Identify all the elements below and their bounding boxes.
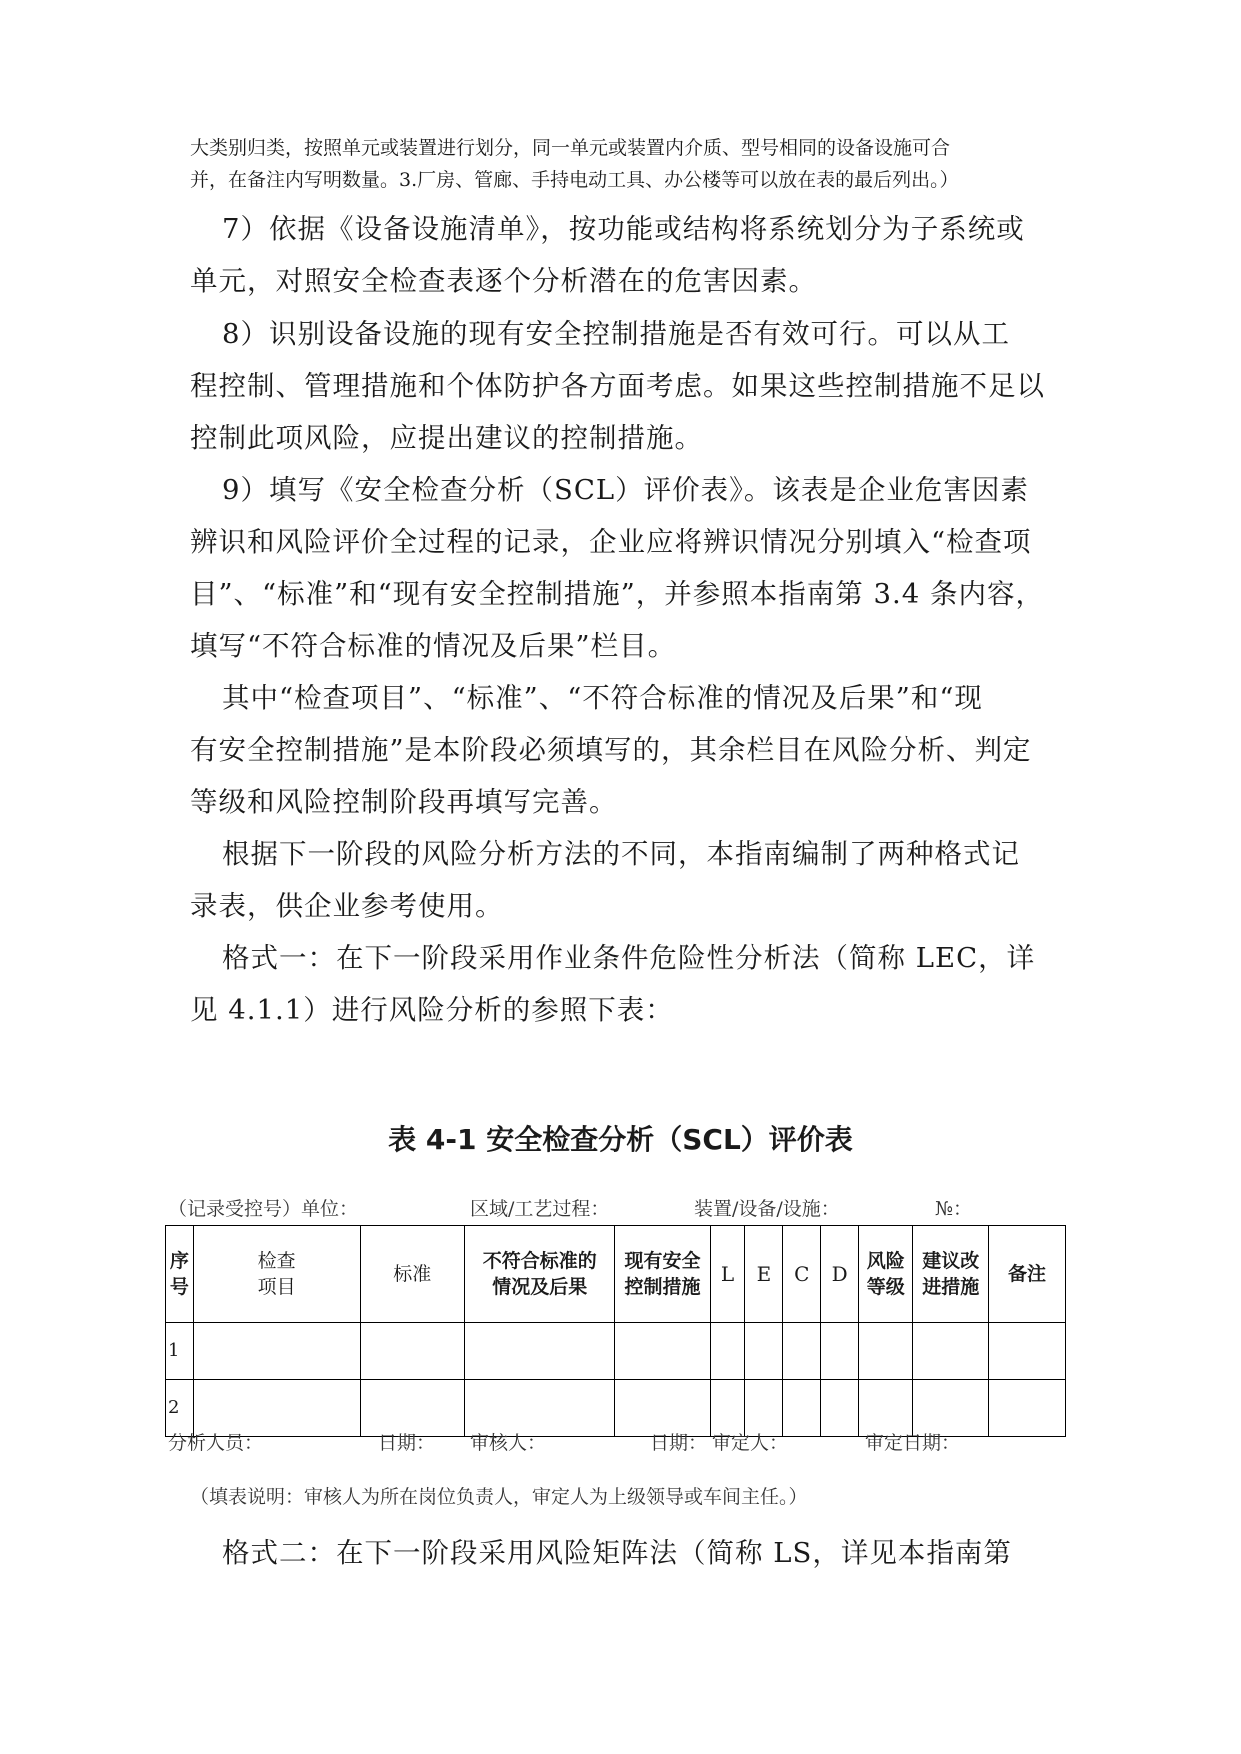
cell-d	[821, 1380, 859, 1437]
cell-c	[783, 1380, 821, 1437]
meta-approve-date: 审定日期：	[865, 1432, 961, 1454]
para-7-line-1: 7）依据《设备设施清单》，按功能或结构将系统划分为子系统或	[222, 213, 1025, 245]
para-9-line-2: 辨识和风险评价全过程的记录，企业应将辨识情况分别填入“检查项	[190, 526, 1032, 558]
cell-nonconform	[464, 1323, 615, 1380]
para-10-line-3: 等级和风险控制阶段再填写完善。	[190, 786, 618, 818]
header-item: 检查 项目	[193, 1226, 360, 1323]
para-8-line-3: 控制此项风险，应提出建议的控制措施。	[190, 422, 703, 454]
header-remark: 备注	[989, 1226, 1066, 1323]
para-11-line-2: 录表，供企业参考使用。	[190, 890, 504, 922]
cell-e	[745, 1323, 783, 1380]
para-10-line-2: 有安全控制措施”是本阶段必须填写的，其余栏目在风险分析、判定	[190, 734, 1032, 766]
header-controls: 现有安全 控制措施	[615, 1226, 710, 1323]
cell-l	[710, 1323, 745, 1380]
para-11-line-1: 根据下一阶段的风险分析方法的不同，本指南编制了两种格式记	[222, 838, 1020, 870]
cell-controls	[615, 1323, 710, 1380]
cell-item	[193, 1323, 360, 1380]
intro-note-line-2: 并，在备注内写明数量。3.厂房、管廊、手持电动工具、办公楼等可以放在表的最后列出。）	[190, 169, 959, 191]
para-12-line-2: 见 4.1.1）进行风险分析的参照下表：	[190, 994, 674, 1026]
para-9-line-4: 填写“不符合标准的情况及后果”栏目。	[190, 630, 677, 662]
row-number: 1	[166, 1323, 194, 1380]
meta-device: 装置/设备/设施：	[694, 1198, 840, 1220]
meta-date-2: 日期：	[650, 1432, 708, 1454]
header-risk-level: 风险 等级	[859, 1226, 913, 1323]
table-note: （填表说明：审核人为所在岗位负责人，审定人为上级领导或车间主任。）	[190, 1486, 808, 1508]
header-e: E	[745, 1226, 783, 1323]
meta-reviewer: 审核人：	[470, 1432, 547, 1454]
row-number: 2	[166, 1380, 194, 1437]
para-7-line-2: 单元，对照安全检查表逐个分析潜在的危害因素。	[190, 265, 817, 297]
header-nonconform: 不符合标准的 情况及后果	[464, 1226, 615, 1323]
table-row	[166, 1323, 1066, 1380]
table-header-row	[166, 1226, 1066, 1323]
meta-analyst: 分析人员：	[168, 1432, 264, 1454]
cell-remark	[989, 1380, 1066, 1437]
header-d: D	[821, 1226, 859, 1323]
header-standard: 标准	[360, 1226, 464, 1323]
meta-number: №：	[935, 1198, 972, 1220]
cell-d	[821, 1323, 859, 1380]
cell-c	[783, 1323, 821, 1380]
meta-approver: 审定人：	[712, 1432, 789, 1454]
header-seq: 序 号	[166, 1226, 194, 1323]
meta-date-1: 日期：	[378, 1432, 436, 1454]
meta-unit: （记录受控号）单位：	[168, 1198, 359, 1220]
para-8-line-1: 8）识别设备设施的现有安全控制措施是否有效可行。可以从工	[222, 318, 1010, 350]
para-9-line-3: 目”、“标准”和“现有安全控制措施”，并参照本指南第 3.4 条内容，	[190, 578, 1045, 610]
meta-area: 区域/工艺过程：	[470, 1198, 610, 1220]
para-13-line-1: 格式二：在下一阶段采用风险矩阵法（简称 LS，详见本指南第	[222, 1537, 1012, 1569]
cell-suggest	[913, 1323, 989, 1380]
cell-standard	[360, 1323, 464, 1380]
header-l: L	[710, 1226, 745, 1323]
cell-remark	[989, 1323, 1066, 1380]
header-c: C	[783, 1226, 821, 1323]
cell-risk-level	[859, 1323, 913, 1380]
para-9-line-1: 9）填写《安全检查分析（SCL）评价表》。该表是企业危害因素	[222, 474, 1029, 506]
intro-note-line-1: 大类别归类，按照单元或装置进行划分，同一单元或装置内介质、型号相同的设备设施可合	[190, 137, 951, 159]
para-12-line-1: 格式一：在下一阶段采用作业条件危险性分析法（简称 LEC，详	[222, 942, 1036, 974]
para-8-line-2: 程控制、管理措施和个体防护各方面考虑。如果这些控制措施不足以	[190, 370, 1045, 402]
table-title: 表 4-1 安全检查分析（SCL）评价表	[388, 1123, 853, 1156]
header-suggest: 建议改 进措施	[913, 1226, 989, 1323]
scl-evaluation-table	[165, 1225, 1066, 1437]
para-10-line-1: 其中“检查项目”、“标准”、“不符合标准的情况及后果”和“现	[222, 682, 983, 714]
